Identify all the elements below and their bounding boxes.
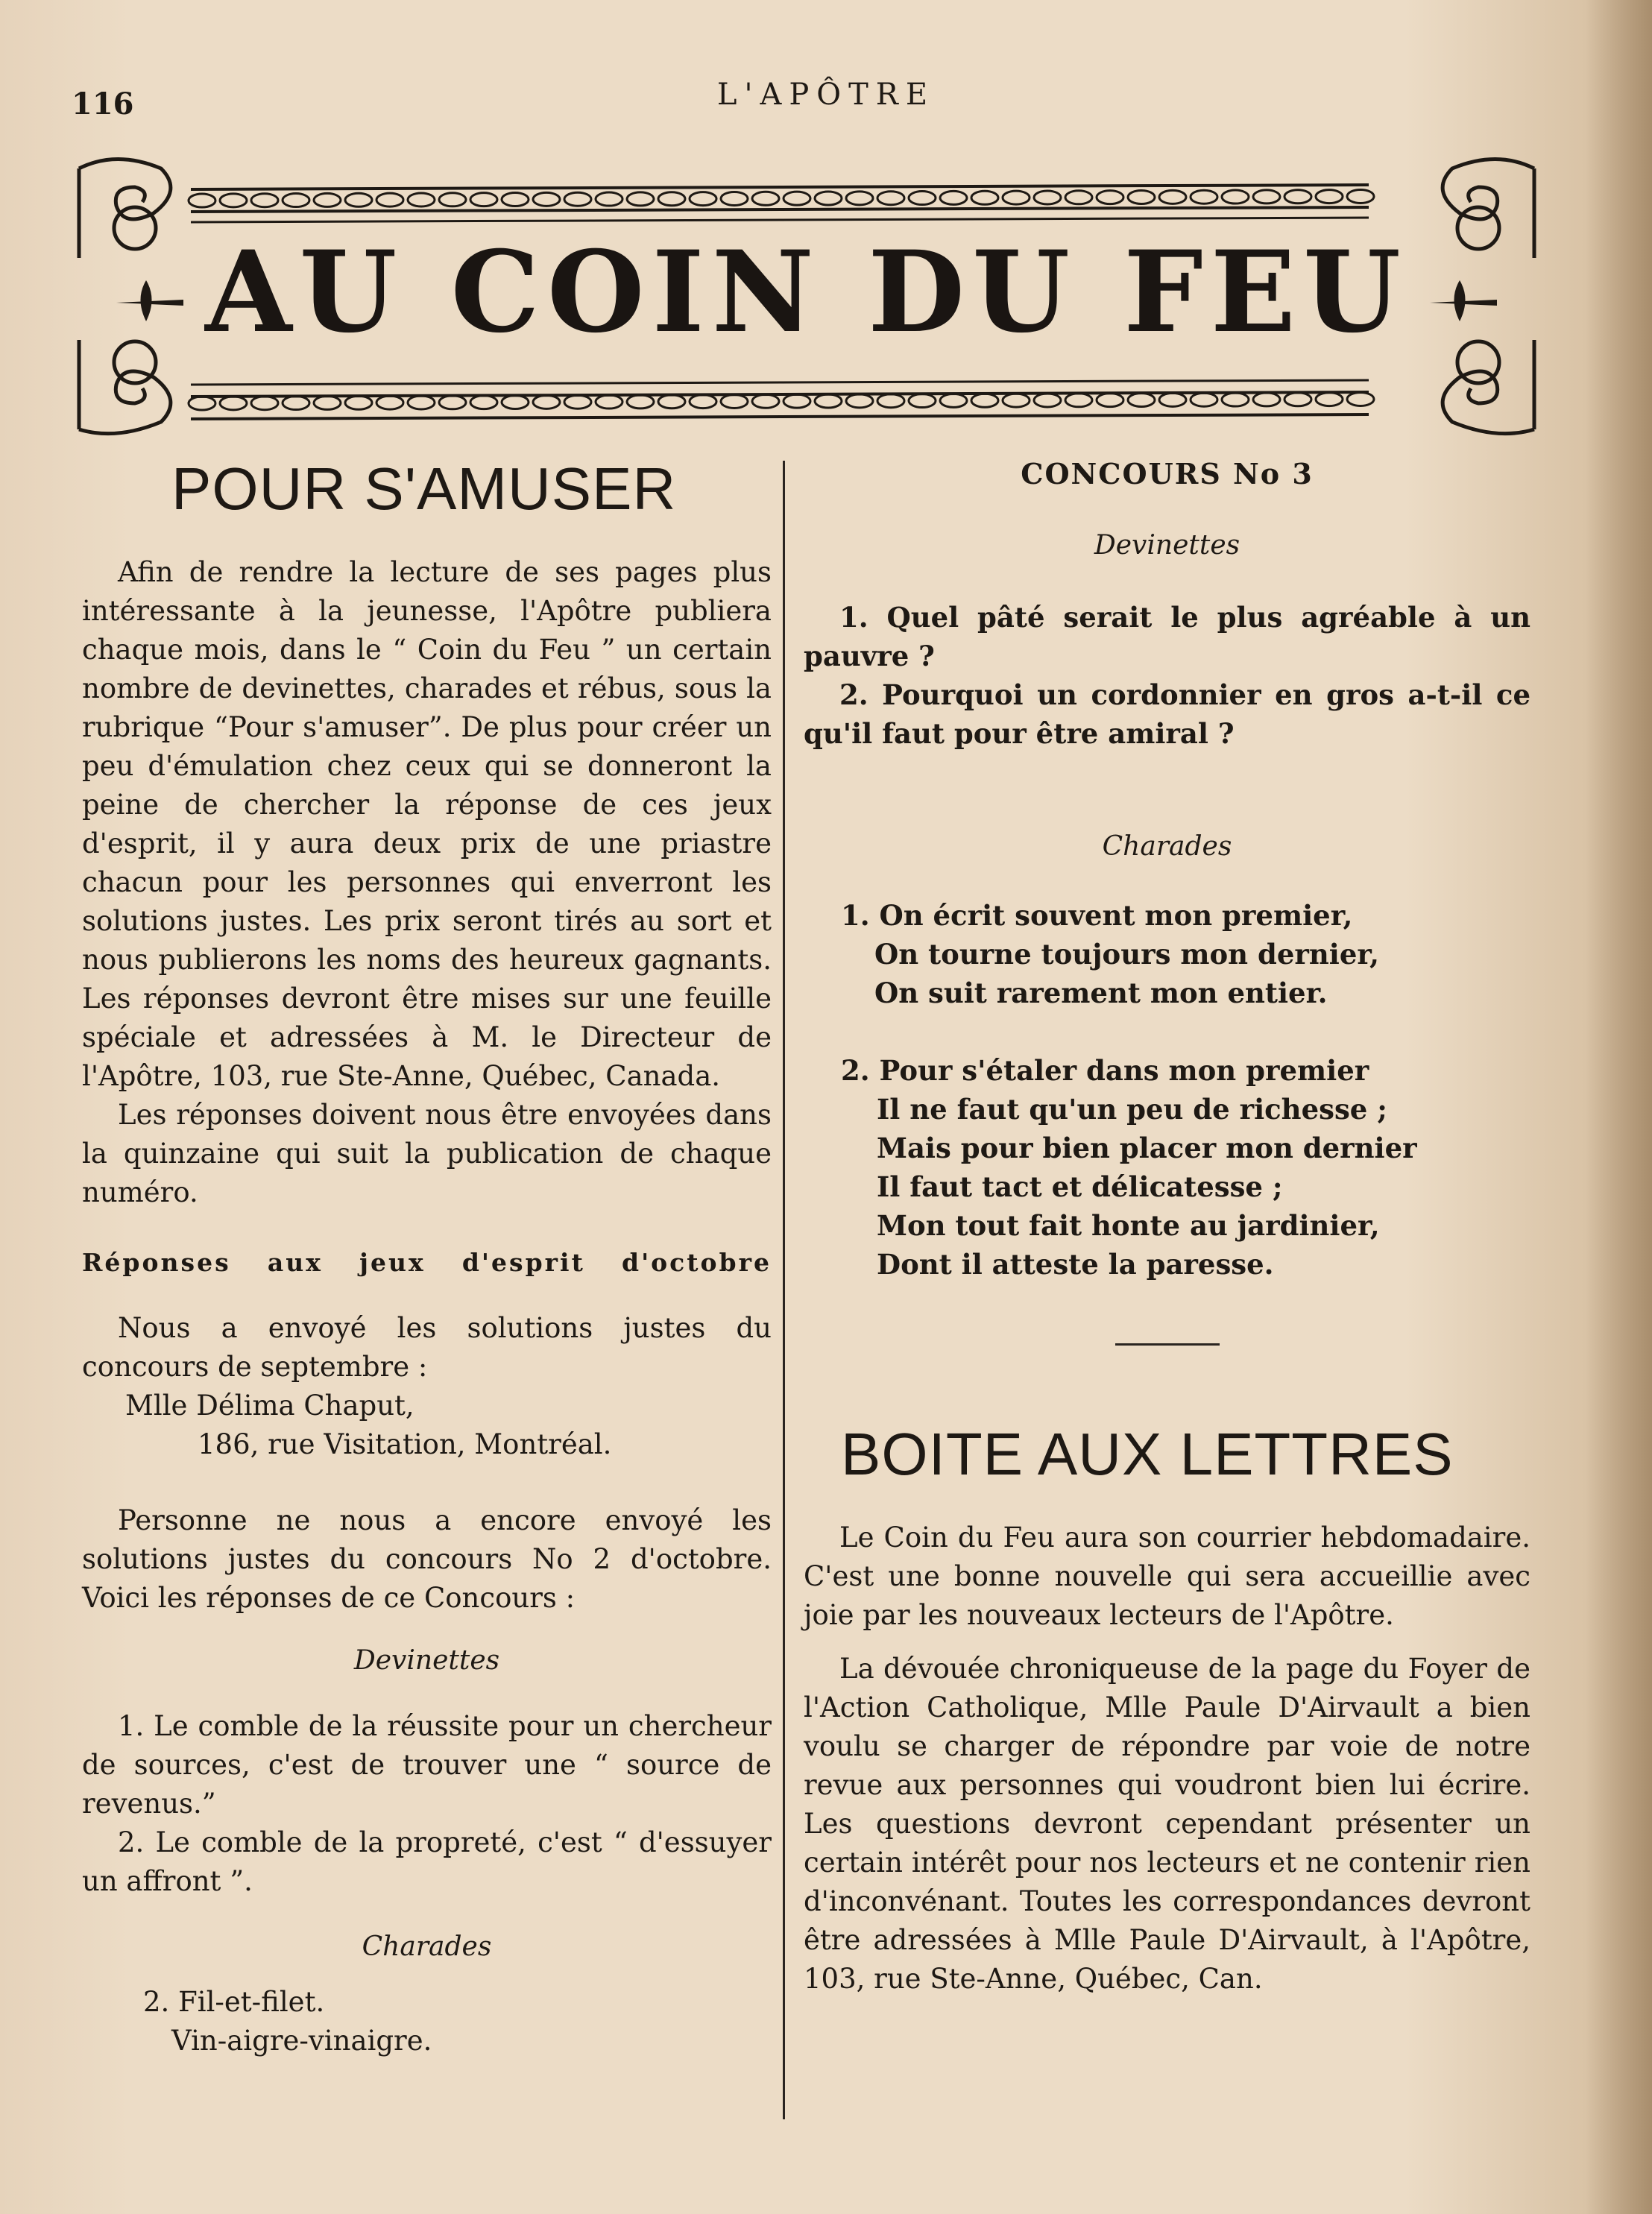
chain-link-ornament [533,192,560,206]
chain-link-ornament [596,395,622,409]
chain-link-ornament [721,192,748,205]
chain-link-ornament [1316,393,1343,406]
chain-link-ornament [690,192,716,206]
chain-link-ornament [1159,190,1186,204]
chain-link-ornament [1284,393,1311,406]
no-winner-paragraph: Personne ne nous a encore envoyé les solutions justes du concours No 2 d'octobre. Voici les réponses de ce Concours : [82,1504,772,1614]
chain-link-ornament [1003,191,1030,204]
chain-link-ornament [846,192,873,205]
charade-answer-2: 2. Fil-et-filet. [143,1986,325,2018]
chain-link-ornament [1159,393,1186,406]
right-column [804,455,1530,1999]
chain-link-ornament [971,191,998,204]
chain-link-ornament [470,396,497,409]
charade-2-line: 2. Pour s'étaler dans mon premier [841,1054,1369,1087]
charade-2-line: Il faut tact et délicatesse ; [877,1170,1283,1203]
chain-link-ornament [1097,191,1123,204]
chain-link-ornament [220,194,247,207]
chain-link-ornament [1316,190,1343,204]
answer-item-2: 2. Le comble de la propreté, c'est “ d'essuyer un affront ”. [82,1826,772,1897]
title-banner [72,146,1542,444]
chain-link-ornament [251,194,278,207]
running-head: L'APÔTRE [716,78,936,112]
chain-link-ornament [1222,393,1249,406]
chain-link-ornament [1347,392,1374,406]
page-number: 116 [72,86,134,122]
winner-address: 186, rue Visitation, Montréal. [198,1428,612,1460]
chain-link-ornament [564,395,591,409]
boite-aux-lettres-title: BOITE AUX LETTRES [841,1421,1454,1487]
chain-link-ornament [564,192,591,206]
chain-link-ornament [1034,394,1061,407]
chain-link-ornament [940,394,967,407]
chain-link-ornament [846,394,873,408]
chain-link-ornament [251,397,278,410]
chain-link-ornament [439,396,466,409]
right-devinettes-label: Devinettes [1094,530,1240,561]
chain-link-ornament [1003,394,1030,407]
chain-link-ornament [220,397,247,410]
chain-link-ornament [502,396,529,409]
chain-link-ornament [1128,394,1155,407]
charade-2-line: Mais pour bien placer mon dernier [877,1132,1417,1164]
left-column [82,455,772,2060]
chain-link-ornament [877,394,904,408]
chain-link-ornament [1065,191,1092,204]
chain-link-ornament [815,192,842,205]
charade-2-line: Mon tout fait honte au jardinier, [877,1209,1380,1242]
chain-link-ornament [283,397,309,410]
mailbox-paragraph-1: Le Coin du Feu aura son courrier hebdomadaire. C'est une bonne nouvelle qui sera accueillie avec joie par les nouveaux lecteurs de l'Apôtre. [804,1521,1530,1631]
answer-item-1: 1. Le comble de la réussite pour un chercheur de sources, c'est de trouver une “ source de revenus.” [82,1710,772,1820]
chain-link-ornament [1284,190,1311,204]
chain-link-ornament [345,193,372,206]
charade-verse-1 [804,896,1530,1012]
left-devinettes-label: Devinettes [353,1645,500,1676]
chain-link-ornament [658,192,685,206]
chain-link-ornament [189,194,215,207]
chain-link-ornament [1191,190,1217,204]
pour-s-amuser-title: POUR S'AMUSER [171,455,677,522]
chain-link-ornament [502,193,529,206]
chain-link-ornament [815,394,842,408]
page-spine-shadow [1585,0,1652,2214]
chain-link-ornament [314,193,341,206]
chain-link-ornament [533,395,560,409]
chain-link-ornament [408,193,435,206]
answers-heading: Réponses aux jeux d'esprit d'octobre [82,1248,772,1277]
right-charades-label: Charades [1102,831,1232,862]
question-2: 2. Pourquoi un cordonnier en gros a-t-il ce qu'il faut pour être amiral ? [804,678,1530,750]
chain-link-ornament [627,395,654,409]
chain-link-ornament [470,193,497,206]
chain-link-ornament [283,194,309,207]
chain-link-ornament [376,193,403,206]
banner-title: AU COIN DU FEU [205,227,1408,358]
chain-link-ornament [909,192,936,205]
chain-link-ornament [1253,393,1280,406]
chain-link-ornament [690,395,716,409]
chain-link-ornament [877,192,904,205]
top-oval-chain [191,185,1369,222]
chain-link-ornament [376,396,403,409]
mailbox-paragraph-2: La dévouée chroniqueuse de la page du Foyer de l'Action Catholique, Mlle Paule D'Airvault a bien voulu se charger de répondre par voie de notre revue aux personnes qui voudront bien lui écrire. Les questions devront cependant présenter un certain intérêt pour nos lecteurs et ne contenir rien d'inconvénant. Toutes les correspondances devront être adressées à Mlle Paule D'Airvault, à l'Apôtre, 103, rue Ste-Anne, Québec, Can. [804,1653,1530,1995]
chain-link-ornament [439,193,466,206]
chain-link-ornament [627,192,654,206]
chain-link-ornament [784,192,810,205]
chain-link-ornament [909,394,936,408]
left-charades-label: Charades [362,1931,492,1962]
chain-link-ornament [1191,393,1217,406]
chain-link-ornament [314,396,341,409]
chain-link-ornament [721,394,748,408]
chain-link-ornament [189,397,215,410]
chain-link-ornament [752,394,779,408]
charade-1-line: On tourne toujours mon dernier, [874,938,1380,971]
contest-title: CONCOURS No 3 [1021,457,1314,491]
chain-link-ornament [971,394,998,407]
chain-link-ornament [1034,191,1061,204]
chain-link-ornament [1347,189,1374,203]
column-divider [783,461,785,2119]
charade-1-line: On suit rarement mon entier. [874,977,1328,1009]
chain-link-ornament [658,395,685,409]
charade-1-line: 1. On écrit souvent mon premier, [841,899,1353,932]
chain-link-ornament [1222,190,1249,204]
chain-link-ornament [784,394,810,408]
chain-link-ornament [1097,394,1123,407]
chain-link-ornament [1253,190,1280,204]
charade-2-line: Dont il atteste la paresse. [877,1248,1274,1281]
chain-link-ornament [1128,191,1155,204]
charade-answer-3: Vin-aigre-vinaigre. [171,2025,432,2057]
charade-2-line: Il ne faut qu'un peu de richesse ; [877,1093,1387,1126]
winner-name: Mlle Délima Chaput, [125,1390,414,1422]
chain-link-ornament [940,191,967,204]
intro-paragraph-2: Les réponses doivent nous être envoyées dans la quinzaine qui suit la publication de chaque numéro. [82,1099,772,1208]
chain-link-ornament [752,192,779,205]
chain-link-ornament [345,396,372,409]
winner-intro: Nous a envoyé les solutions justes du concours de septembre : [82,1312,772,1383]
chain-link-ornament [408,396,435,409]
chain-link-ornament [596,192,622,206]
question-1: 1. Quel pâté serait le plus agréable à un pauvre ? [804,601,1530,672]
charade-verse-2 [804,1051,1530,1284]
intro-paragraph-1: Afin de rendre la lecture de ses pages plus intéressante à la jeunesse, l'Apôtre publiera chaque mois, dans le “ Coin du Feu ” un certain nombre de devinettes, charades et rébus, sous la rubrique “Pour s'amuser”. De plus pour créer un peu d'émulation chez ceux qui se donneront la peine de chercher la réponse de ces jeux d'esprit, il y aura deux prix de une priastre chacun pour les personnes qui enverront les solutions justes. Les prix seront tirés au sort et nous publierons les noms des heureux gagnants. Les réponses devront être mises sur une feuille spéciale et adressées à M. le Directeur de l'Apôtre, 103, rue Ste-Anne, Québec, Canada. [82,556,772,1092]
chain-link-ornament [1065,394,1092,407]
